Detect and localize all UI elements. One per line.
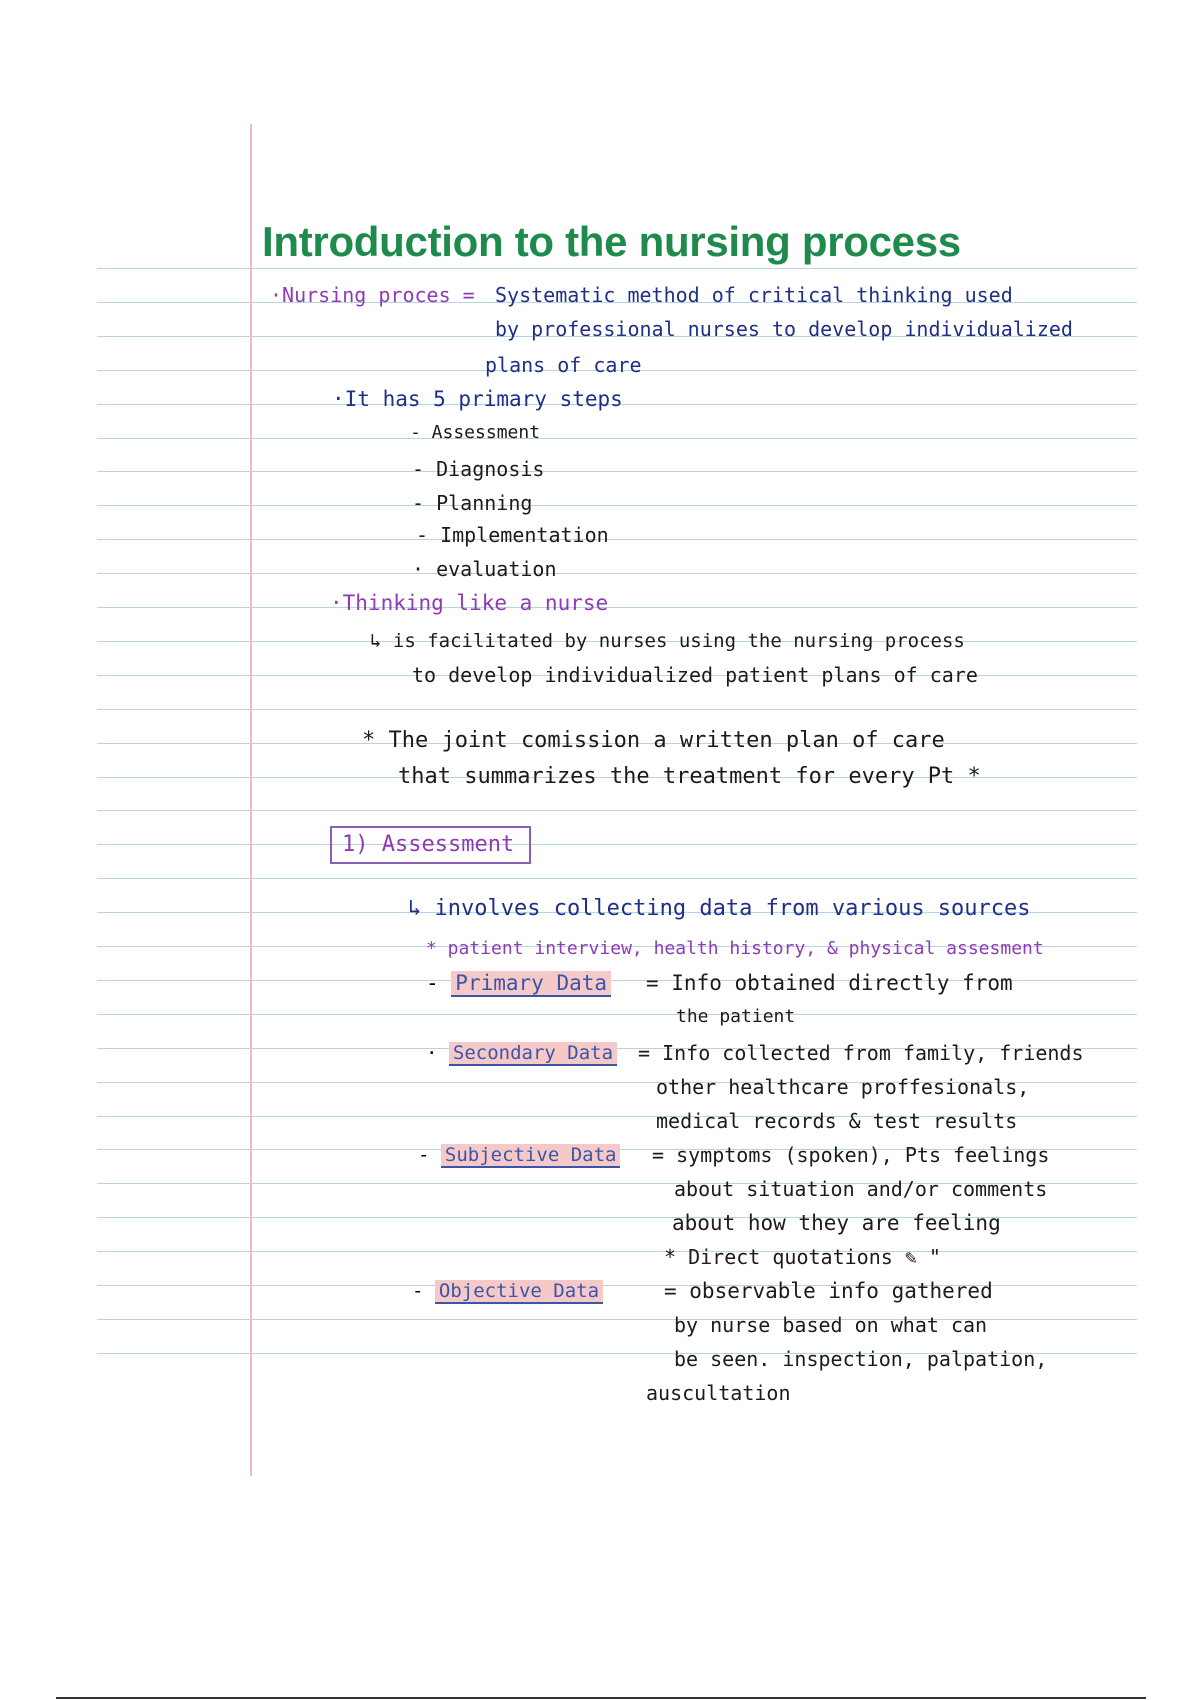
ruled-line	[97, 505, 1137, 506]
secondary-data-definition: other healthcare proffesionals,	[656, 1075, 1030, 1099]
joint-commission-line: * The joint comission a written plan of care	[362, 728, 945, 753]
assessment-heading: 1) Assessment	[330, 826, 531, 864]
secondary-data-label: Secondary Data	[449, 1042, 617, 1066]
assessment-intro: ↳ involves collecting data from various sources	[408, 896, 1031, 921]
ruled-line	[97, 844, 1137, 845]
objective-data-definition: auscultation	[646, 1381, 791, 1405]
ruled-line	[97, 1014, 1137, 1015]
assessment-sources: * patient interview, health history, & physical assesment	[426, 938, 1044, 959]
primary-data-term: - Primary Data	[426, 970, 611, 996]
subjective-data-label: Subjective Data	[441, 1144, 621, 1168]
ruled-line	[97, 709, 1137, 710]
term-nursing-process: ·Nursing proces =	[270, 283, 475, 307]
objective-data-definition: be seen. inspection, palpation,	[674, 1347, 1048, 1371]
subjective-data-definition: about situation and/or comments	[674, 1177, 1048, 1201]
thinking-heading: ·Thinking like a nurse	[330, 591, 609, 615]
page-title: Introduction to the nursing process	[262, 218, 961, 265]
ruled-line	[97, 1251, 1137, 1252]
secondary-data-term: · Secondary Data	[426, 1040, 617, 1066]
step-item: · evaluation	[412, 557, 557, 581]
bottom-divider	[56, 1697, 1146, 1699]
primary-data-label: Primary Data	[451, 971, 611, 997]
ruled-line	[97, 810, 1137, 811]
ruled-line	[97, 471, 1137, 472]
step-item: - Implementation	[416, 523, 609, 547]
objective-data-term: - Objective Data	[412, 1278, 603, 1304]
ruled-line	[97, 539, 1137, 540]
ruled-line	[97, 573, 1137, 574]
definition-line: plans of care	[485, 353, 642, 377]
step-item: - Planning	[412, 491, 533, 515]
secondary-data-definition: medical records & test results	[656, 1109, 1018, 1133]
objective-data-definition: by nurse based on what can	[674, 1313, 988, 1337]
ruled-line	[97, 438, 1137, 439]
objective-data-label: Objective Data	[435, 1280, 603, 1304]
thinking-line: ↳ is facilitated by nurses using the nursing process	[370, 630, 965, 652]
ruled-line	[97, 878, 1137, 879]
subjective-data-definition: about how they are feeling	[672, 1211, 1001, 1235]
joint-commission-line: that summarizes the treatment for every Pt *	[398, 764, 981, 789]
definition-line: Systematic method of critical thinking used	[495, 283, 1013, 307]
subjective-data-term: - Subjective Data	[418, 1142, 620, 1168]
steps-intro: ·It has 5 primary steps	[332, 387, 623, 411]
thinking-line: to develop individualized patient plans of care	[412, 663, 978, 687]
definition-line: by professional nurses to develop individualized	[495, 317, 1073, 341]
ruled-line	[97, 268, 1137, 269]
subjective-data-definition: * Direct quotations ✎ "	[664, 1245, 941, 1269]
margin-line	[250, 124, 252, 1476]
primary-data-definition: = Info obtained directly from	[646, 971, 1013, 995]
objective-data-definition: = observable info gathered	[664, 1279, 993, 1303]
step-item: - Assessment	[410, 422, 541, 443]
secondary-data-definition: = Info collected from family, friends	[638, 1041, 1084, 1065]
primary-data-definition: the patient	[676, 1006, 796, 1027]
step-item: - Diagnosis	[412, 457, 545, 481]
ruled-line	[97, 607, 1137, 608]
subjective-data-definition: = symptoms (spoken), Pts feelings	[652, 1143, 1050, 1167]
